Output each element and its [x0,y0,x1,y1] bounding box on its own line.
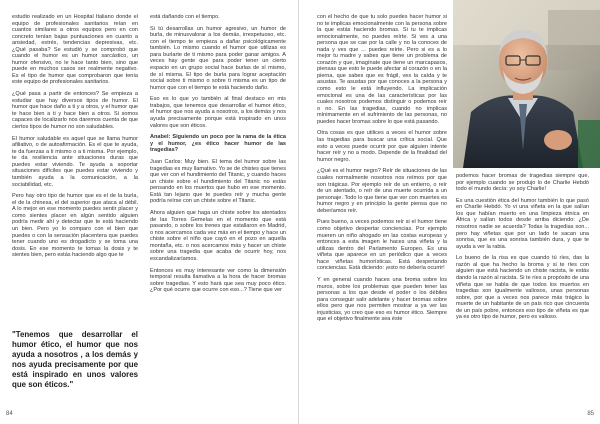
paragraph: Pues bueno, a veces podemos reír si el humor tiene como objetivo despertar conciencias. Por ejemplo mueren un niño ahogado en las costas europeas y entonces a esta imagen le haces una viñeta y la utilizas dentro del Parlamento Europeo. Es una viñeta que aparece en un periódico que a veces hace viñetas humorísticas. Está despertando conciencias. Está diciendo: ¡esto no debería ocurrir! [317,219,447,272]
interviewee-photo [453,0,600,168]
paragraph: está dañando con el tiempo. [150,14,220,20]
paragraph: El humor saludable es aquel que se llama humor afiliativo, o de autoafirmación. Es el que te ayuda, te da fuerzas a ti mismo o a ti misma. Por ejemplo, te da resiliencia ante situaciones duras que puedes estar viviendo. Te ayuda a soportar situaciones difíciles que puedes estar viviendo y también ayuda a la comunicación, a la sociabilidad, etc. [12,135,138,188]
paragraph: Pero hay otro tipo de humor que es el de la burla, el de la chinesa, el del superior que ataca al débil. A lo mejor en ese momento puedes sentir placer y como sientes placer en algún sentido alguien podría medir ahí y detectar que te está haciendo un bien. Pero yo lo comparo con el bien que puedes o con la sensación placentera que puedes tener cuando uno es drogadicto y se toma una dosis. En ese momento te tomas la dosis y te sientes bien, pero estás haciendo algo que te [12,193,138,259]
paragraph: ¿Qué pasa a partir de entonces? Se empieza a estudiar que hay diversos tipos de humor. El humor que hace daño a ti y a otros, y el humor que te hace bien a ti y hace bien a otros. Si somos capaces de localizarlo nos daremos cuenta de que ciertos tipos de humor no son saludables. [12,91,138,130]
paragraph: ¿Qué es el humor negro? Reír de situaciones de las cuales normalmente nosotros nos reímos por que son trágicas. Por ejemplo reír de un entierro, o reír de un atentado, o reír de una muerte ocurrida a un personaje. Todo lo que tiene que ver con muertes es humor negro y en principio la gente piensa que no deberíamos reír. [317,168,447,214]
paragraph: Lo bueno de la risa es que cuando tú ríes, das la razón al que ha hecho la broma y si te ríes con alguien que está haciendo un chiste racista, le estás dando la razón al racista. Si te ríes a propósito de una viñeta que se habla de que todos los muertos en tragedias son igualmente valiosos, unas personas sobre, por que a veces nos parece más trágico la muerte de un habitante de un país rico que cincuenta de un país pobre, entonces eso tipo de viñeta es que ya es otro tipo de humor, pero es valioso. [456,255,589,321]
paragraph: podemos hacer bromas de tragedias siempre que, por ejemplo cuando se produjo lo de Charlie Hebdó todo el mundo decía: yo soy Charlie! [456,173,589,193]
left-column-1 [12,14,138,264]
paragraph: Otra cosas es que utilices a veces el humor sobre las tragedias para buscar una crítica social. Que esto a veces puede ocurrir por que alguien intente hacer reír y no a modo. Depende de la finalidad del humor negro. [317,130,447,163]
right-column-2 [456,173,589,326]
paragraph: Eso es lo que yo también al final destaco en mis trabajos, que tenemos que desarrollar el humor ético, el humor que nos ayuda a nosotros, a los demás y nos ayuda precisamente porque está inspirado en unos valores que son éticos. [150,96,286,129]
paragraph: Y en general cuando haces una broma sobre los muros, sobre los problemas que pueden tener las personas a los que desde el poder o los débiles para conseguir salir adelante y hacer bromas sobre ellos pero que nos permiten mostrar a ya ver las injusticias, yo creo que eso es humor ético. Siempre que el objetivo finalmente sea éste [317,276,447,323]
right-page [299,0,600,424]
paragraph: con el hecho de que tu solo puedes hacer humor si no te implicas emocionalmente con la persona sobre la que estás haciendo bromas. Si tu te implicas emocionalmente, no puedes reírte. Si ves a una persona que se cae por la calle y no la conoces de nada y ves que ... puedes reírte. Pero si es a lo mejor tu madre y sabes que tiene un problema de corazón y que, imagínate que tiene un marcapasos, piensas que esto le puede afectar al corazón o en la pierna, que sabes que es frágil, ves la caída y te asustas. Te asustas por que conoces a la persona y como esto le está influyendo. La implicación emocional es una de las características por las cuales nosotros podemos distinguir o podemos reír o no. En las tragedias, cuando no implicas mínimamente en el sufrimiento de las personas, no puedes hacer bromas sobre lo que está pasando. [317,14,447,125]
left-column-2 [150,14,286,299]
paragraph: Entonces es muy interesante ver como la dimensión temporal resulta llamativa a la hora de hacer bromas sobre tragedias. Y esto hará que sea muy poco ético. ¿Por qué ocurre que ocurre con eso...? Tiene que ver [150,267,286,294]
left-page [0,0,299,424]
paragraph: estudio realizado en un Hospital Italiano donde el equipo de profesionales sanitarios reían en cuantos similares a otros equipos pero en con concreto tenían bajas puntuaciones en cuanto a ansiedad, estrés, tendencias depresivas, etc. ¿Qué pasaba? Se estudió y se comprobó que cuando el humor es un humor sarcástico, un humor ofensivo, no le hace tanto bien, sino que puede en muchos casos ser realmente negativo. Es el tipo de humor que comprobaron que tenía este equipo de profesionales sanitarios. [12,14,138,86]
right-column-1 [317,14,447,328]
paragraph: Ahora alguien que haga un chiste sobre los atentados de las Torres Gemelas en el momento que está pasando, o sobre los trenes que estallaron en Madrid, o nos acercamos cada vez más en el tiempo y hace un chiste sobre el niño que cayó en el pozo en aquella montaña, etc. o nos acercamos más y hacer un chiste sobre una tragedia que acaba de ocurrir hoy, nos escandalizaríamos. [150,210,286,262]
paragraph: Es una cuestión ética del humor también lo que pasó en Charlie Hebdó. Yo vi una viñeta en la que salían los que habían muerto en una limpieza étnica en África y salían todos desde arriba diciendo: ¿De nosotros nadie se acuerda? Todas la tragedias son... pero hay viñetas que por un lado te sacan una sonrisa, que es una sonrisa también dura, y que te ayuda a ver la rabia. [456,197,589,250]
interview-question: Anabel: Siguiendo un poco por la rama de la ética y el humor, ¿es ético hacer humor de las tragedias? [150,134,286,154]
paragraph: Si tú desarrollas un humor agresivo, un humor de burla, de minusvalorar a los demás, irrespetuoso, etc. con el tiempo te empieza a dañar psicológicamente también. Lo mismo cuando el humor que utilizas es para burlarte de ti mismo para poder ganar amigos. A veces hay gente que para poder tener un cierto espacio en un grupo social hace burlas de sí mismo, de sí misma. El tipo de burla para lograr aceptación social sobre ti mismo o sobre ti misma es un tipo de humor que con el tiempo te está haciendo daño. [150,25,286,91]
page-number-right: 85 [587,411,594,417]
interview-answer: Juan Carlos: Muy bien. El tema del humor sobre las tragedias es muy llamativo. Yo se de chistes que tienes que ver con el hundimiento del Titanic, y cuando haces un chiste sobre el hundimiento del Titanic no estás pensando en los muertos que hubo en ese momento. Está tan lejano que te puedes reír y mucha gente podría reírse con un chiste sobre el Titanic. [150,159,286,205]
page-number-left: 84 [6,411,13,417]
pull-quote: "Tenemos que desarrollar el humor ético, el humor que nos ayuda a nosotros , a los demás y nos ayuda precisamente por que está inspirado en unos valores que son éticos." [12,330,138,390]
